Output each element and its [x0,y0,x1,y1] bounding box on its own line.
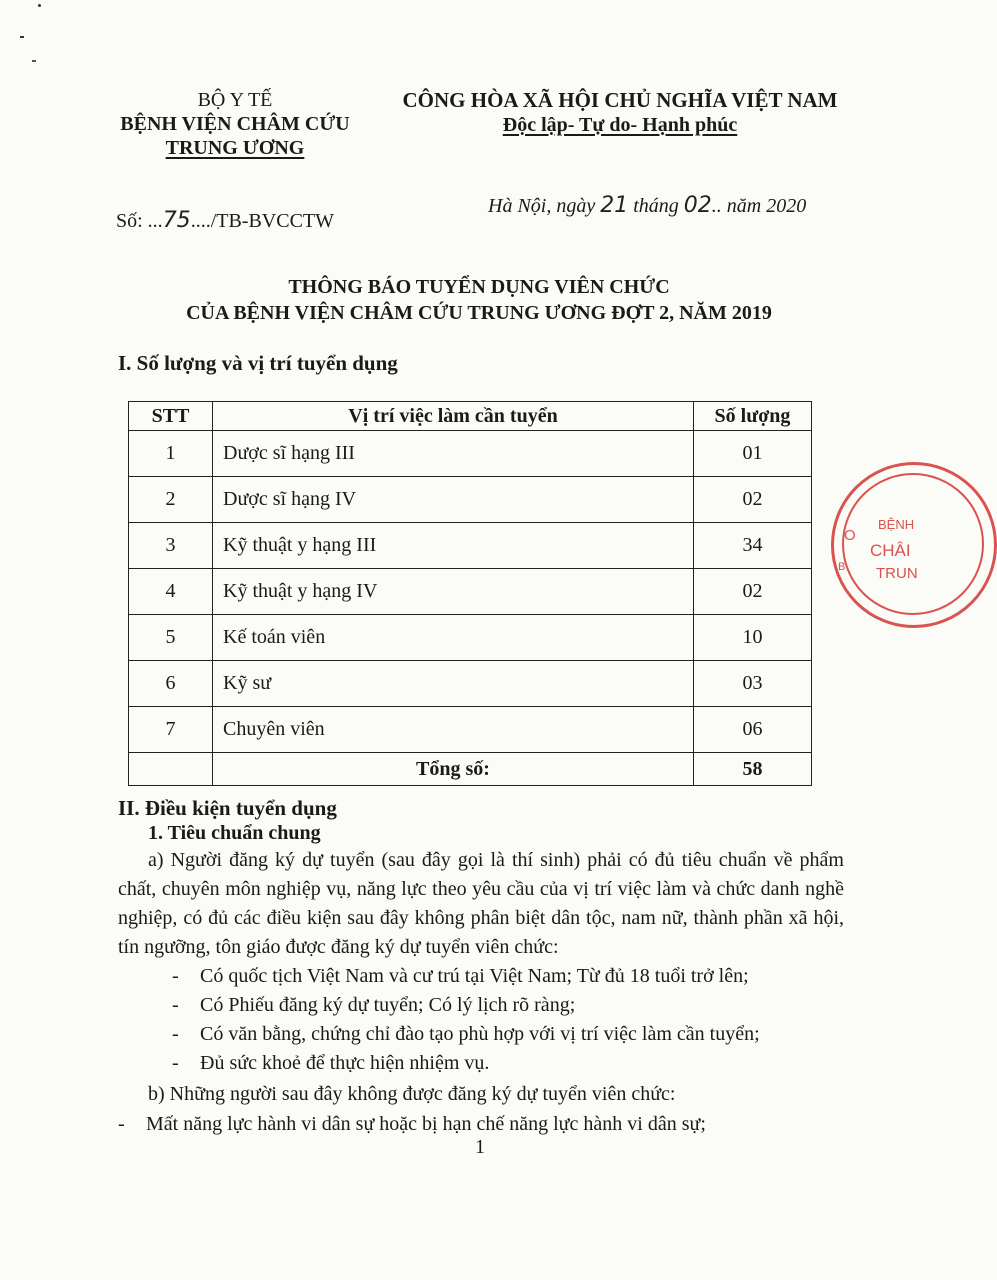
date-month-label: tháng [628,195,684,217]
list-dash: - [118,1113,125,1135]
list-item [118,1110,858,1139]
row-position: Kế toán viên [213,615,694,661]
motto-text: Độc lập- Tự do- Hạnh phúc [502,114,738,136]
official-seal [831,462,997,628]
row-quantity: 02 [694,477,812,523]
scan-speck [20,36,24,38]
header-position: Vị trí việc làm cần tuyển [213,402,694,431]
page-number: 1 [475,1136,485,1158]
list-item-text: Đủ sức khoẻ để thực hiện nhiệm vụ. [200,1052,490,1074]
section-1-heading: I. Số lượng và vị trí tuyển dụng [118,351,398,375]
list-dash: - [172,1052,179,1074]
row-position: Kỹ thuật y hạng IV [213,569,694,615]
table-row [129,431,812,477]
subsection-1-heading: 1. Tiêu chuẩn chung [148,822,321,844]
hospital-name-line2 [100,136,370,160]
table-row [129,477,812,523]
hospital-name-line2-text: TRUNG ƯƠNG [165,137,305,159]
row-position: Dược sĩ hạng III [213,431,694,477]
header-quantity: Số lượng [694,402,812,431]
list-item [172,991,852,1020]
list-item [172,1049,852,1078]
seal-text-line3: TRUN [876,565,918,582]
row-quantity: 02 [694,569,812,615]
row-position: Kỹ sư [213,661,694,707]
list-item [172,962,852,991]
ministry-name: BỘ Y TẾ [197,89,273,111]
seal-side-letter-1: O [844,527,856,544]
row-stt: 4 [129,569,213,615]
seal-side-letter-2: B [838,561,846,573]
total-empty-cell [129,753,213,786]
date-year: .. năm 2020 [711,195,807,217]
list-dash: - [172,965,179,987]
paragraph-a: a) Người đăng ký dự tuyển (sau đây gọi là thí sinh) phải có đủ tiêu chuẩn về phẩm chất, chuyên môn nghiệp vụ, năng lực theo yêu cầu của vị trí việc làm và chức danh nghề nghiệp, có đủ các điều kiện sau đây không phân biệt dân tộc, nam nữ, thành phần xã hội, tín ngưỡng, tôn giáo được đăng ký dự tuyển viên chức: [118,849,844,958]
total-value: 58 [694,753,812,786]
list-dash: - [172,994,179,1016]
date-month-handwritten: 02 [683,193,712,218]
list-item-text: Mất năng lực hành vi dân sự hoặc bị hạn chế năng lực hành vi dân sự; [146,1113,706,1135]
row-quantity: 34 [694,523,812,569]
list-item-text: Có quốc tịch Việt Nam và cư trú tại Việt Nam; Từ đủ 18 tuổi trở lên; [200,965,749,987]
scan-speck [32,60,36,62]
row-position: Dược sĩ hạng IV [213,477,694,523]
table-row [129,661,812,707]
table-row [129,615,812,661]
seal-text-line2: CHÂI [870,541,911,560]
list-dash: - [172,1023,179,1045]
table-header-row [129,402,812,431]
document-number-prefix: Số: ... [116,210,163,232]
table-total-row [129,753,812,786]
row-stt: 1 [129,431,213,477]
table-row [129,523,812,569]
paragraph-b: b) Những người sau đây không được đăng ký dự tuyển viên chức: [148,1083,676,1105]
row-quantity: 03 [694,661,812,707]
positions-table [128,401,812,786]
row-stt: 6 [129,661,213,707]
motto [390,113,850,137]
row-quantity: 10 [694,615,812,661]
row-stt: 2 [129,477,213,523]
document-number-suffix: ..../TB-BVCCTW [190,210,335,232]
list-item-text: Có Phiếu đăng ký dự tuyển; Có lý lịch rõ ràng; [200,994,576,1016]
date-line [488,193,806,218]
scan-speck [38,4,41,7]
document-title-line1: THÔNG BÁO TUYỂN DỤNG VIÊN CHỨC [288,276,670,298]
section-2-heading: II. Điều kiện tuyển dụng [118,796,337,820]
total-label: Tổng số: [213,753,694,786]
row-position: Kỹ thuật y hạng III [213,523,694,569]
header-stt: STT [129,402,213,431]
row-quantity: 01 [694,431,812,477]
document-number [116,208,334,233]
row-stt: 3 [129,523,213,569]
table-row [129,569,812,615]
seal-inner-ring [842,473,984,615]
table-row [129,707,812,753]
date-day-handwritten: 21 [600,193,629,218]
row-position: Chuyên viên [213,707,694,753]
seal-text-line1: BỆNH [878,517,915,532]
date-place: Hà Nội, ngày [488,195,601,217]
row-stt: 5 [129,615,213,661]
document-number-handwritten: 75 [162,208,191,233]
list-item-text: Có văn bằng, chứng chỉ đào tạo phù hợp với vị trí việc làm cần tuyển; [200,1023,760,1045]
row-stt: 7 [129,707,213,753]
document-title-line2: CỦA BỆNH VIỆN CHÂM CỨU TRUNG ƯƠNG ĐỢT 2, NĂM 2019 [186,302,772,324]
list-item [172,1020,852,1049]
row-quantity: 06 [694,707,812,753]
hospital-name-line1: BỆNH VIỆN CHÂM CỨU [120,113,350,135]
country-name: CÔNG HÒA XÃ HỘI CHỦ NGHĨA VIỆT NAM [402,88,838,112]
